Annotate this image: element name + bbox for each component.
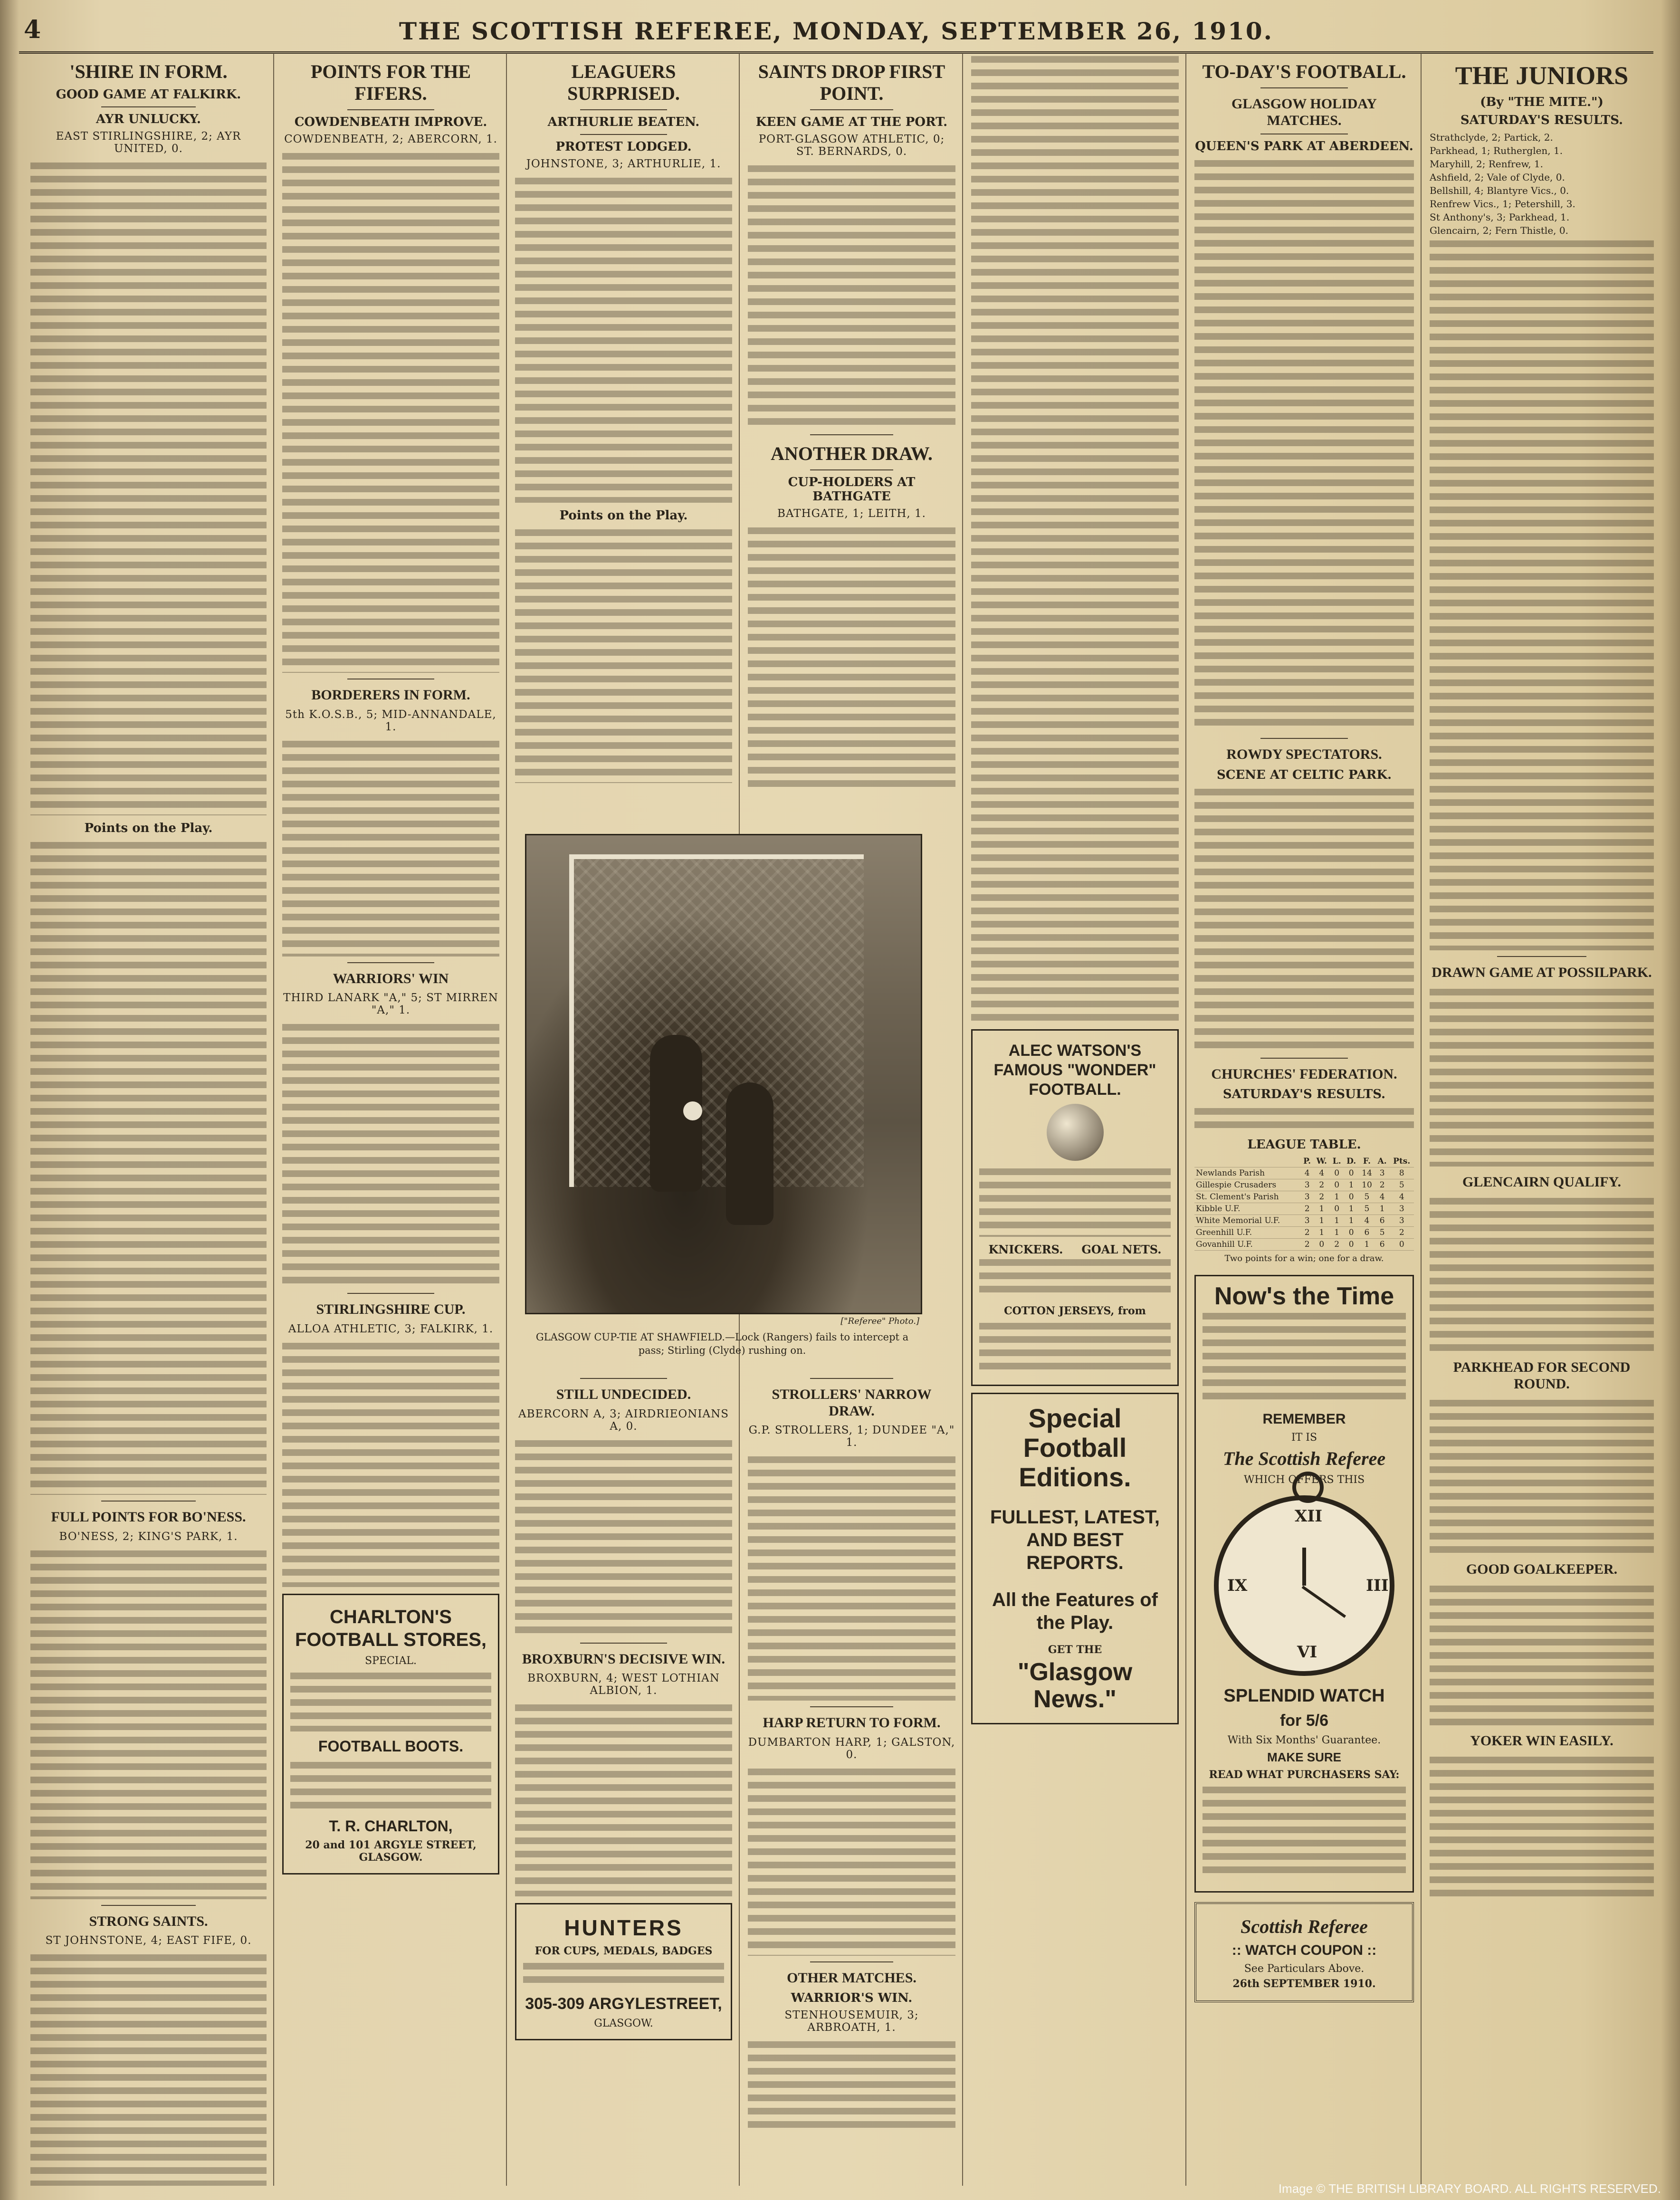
- match-score: BATHGATE, 1; LEITH, 1.: [777, 507, 926, 520]
- headline: 'SHIRE IN FORM.: [69, 61, 228, 82]
- match-score: EAST STIRLINGSHIRE, 2; AYR UNITED, 0.: [56, 130, 241, 155]
- table-cell: Newlands Parish: [1194, 1167, 1301, 1179]
- watson-advert: [971, 1029, 1179, 1386]
- article-body: [1430, 986, 1654, 1167]
- league-table: [1194, 1156, 1414, 1251]
- headline: DRAWN GAME AT POSSILPARK.: [1432, 965, 1652, 981]
- column-5: [964, 53, 1185, 2186]
- subheadline: QUEEN'S PARK AT ABERDEEN.: [1195, 139, 1413, 153]
- advert-body: [1203, 1784, 1406, 1879]
- advert-line: SPECIAL.: [365, 1655, 417, 1667]
- table-row: [1194, 1239, 1414, 1251]
- football: [683, 1101, 702, 1120]
- article-body: [515, 1437, 732, 1637]
- results-body: [1430, 238, 1654, 950]
- article-body: [515, 526, 732, 783]
- headline: THE JUNIORS: [1455, 61, 1629, 90]
- advert-address: 305-309 ARGYLESTREET,: [525, 1995, 722, 2013]
- advert-body: [523, 1960, 724, 1989]
- column-rule: [1185, 53, 1186, 2186]
- table-header-row: [1194, 1156, 1414, 1167]
- table-cell: 2: [1301, 1227, 1314, 1239]
- table-cell: 1: [1344, 1215, 1359, 1227]
- result-line: Renfrew Vics., 1; Petershill, 3.: [1430, 198, 1575, 210]
- divider: [810, 469, 893, 470]
- pocket-watch-icon: [1214, 1495, 1394, 1676]
- headline: STIRLINGSHIRE CUP.: [316, 1301, 466, 1317]
- divider: [347, 109, 434, 110]
- article-body: [30, 1951, 267, 2186]
- photo-caption: GLASGOW CUP-TIE AT SHAWFIELD.—Lock (Rangers) fails to intercept a pass; Stirling (Clyde) rushing on.: [535, 1331, 909, 1356]
- coupon-subtitle: :: WATCH COUPON ::: [1231, 1942, 1377, 1958]
- headline: SAINTS DROP FIRST POINT.: [758, 61, 945, 104]
- article-body: [30, 160, 267, 815]
- advert-subtitle: FOOTBALL BOOTS.: [318, 1737, 464, 1755]
- divider: [810, 109, 893, 110]
- article-body: [1430, 1195, 1654, 1352]
- table-row: [1194, 1167, 1414, 1179]
- advert-line: WHICH OFFERS THIS: [1243, 1474, 1365, 1486]
- article-body: [515, 1702, 732, 1896]
- headline: STROLLERS' NARROW DRAW.: [772, 1387, 932, 1419]
- byline: (By "THE MITE."): [1480, 95, 1604, 110]
- page-edge: [0, 0, 19, 2200]
- article-body: [282, 150, 499, 673]
- match-score: BO'NESS, 2; KING'S PARK, 1.: [59, 1530, 238, 1543]
- table-cell: 2: [1301, 1239, 1314, 1251]
- headline: CHURCHES' FEDERATION.: [1211, 1066, 1397, 1082]
- match-score: PORT-GLASGOW ATHLETIC, 0; ST. BERNARDS, 0.: [758, 133, 945, 158]
- column-6: [1188, 53, 1421, 2186]
- advert-title: HUNTERS: [564, 1915, 683, 1940]
- table-body: [1194, 1167, 1414, 1251]
- table-cell: 1: [1359, 1239, 1375, 1251]
- article-body: [748, 163, 955, 429]
- subheadline: WARRIOR'S WIN.: [791, 1991, 913, 2005]
- table-cell: 0: [1389, 1239, 1414, 1251]
- result-line: Maryhill, 2; Renfrew, 1.: [1430, 158, 1543, 170]
- headline: BROXBURN'S DECISIVE WIN.: [522, 1651, 725, 1667]
- table-cell: 4: [1301, 1167, 1314, 1179]
- table-cell: 1: [1313, 1215, 1330, 1227]
- subheadline: Points on the Play.: [559, 508, 688, 523]
- column-rule: [962, 53, 963, 2186]
- table-cell: 1: [1330, 1215, 1344, 1227]
- article-body: [748, 1766, 955, 1956]
- table-cell: 2: [1313, 1191, 1330, 1203]
- headline: GLENCAIRN QUALIFY.: [1462, 1174, 1621, 1190]
- watch-numeral: XII: [1295, 1507, 1323, 1526]
- match-score: BROXBURN, 4; WEST LOTHIAN ALBION, 1.: [527, 1672, 720, 1697]
- watch-minute-hand: [1302, 1586, 1346, 1618]
- article-body: [282, 738, 499, 957]
- advert-watch: SPLENDID WATCH: [1223, 1686, 1385, 1706]
- table-cell: 0: [1330, 1167, 1344, 1179]
- player-figure: [726, 1082, 773, 1225]
- subheadline: KEEN GAME AT THE PORT.: [755, 115, 948, 129]
- result-line: Parkhead, 1; Rutherglen, 1.: [1430, 145, 1563, 157]
- match-score: ALLOA ATHLETIC, 3; FALKIRK, 1.: [288, 1322, 494, 1335]
- match-score: STENHOUSEMUIR, 3; ARBROATH, 1.: [784, 2009, 919, 2034]
- divider: [1260, 738, 1348, 739]
- match-photo: [525, 834, 922, 1314]
- subheadline: GOOD GAME AT FALKIRK.: [56, 87, 241, 102]
- column-4: [741, 53, 962, 832]
- page-number: 4: [24, 15, 41, 44]
- charlton-advert: [282, 1594, 499, 1875]
- table-header-cell: Pts.: [1389, 1156, 1414, 1167]
- masthead: [19, 10, 1653, 54]
- table-cell: 8: [1389, 1167, 1414, 1179]
- article-body: [1430, 1754, 1654, 1896]
- article-body: [515, 175, 732, 503]
- table-header-cell: A.: [1375, 1156, 1390, 1167]
- table-cell: 0: [1330, 1179, 1344, 1191]
- divider: [580, 1643, 667, 1644]
- table-cell: 10: [1359, 1179, 1375, 1191]
- subheadline: SCENE AT CELTIC PARK.: [1216, 767, 1392, 782]
- table-cell: White Memorial U.F.: [1194, 1215, 1301, 1227]
- table-cell: 1: [1330, 1227, 1344, 1239]
- result-line: Bellshill, 4; Blantyre Vics., 0.: [1430, 185, 1569, 197]
- advert-title: CHARLTON'S FOOTBALL STORES,: [295, 1606, 487, 1650]
- advert-body: [979, 1256, 1171, 1299]
- divider: [347, 1293, 434, 1294]
- headline: PARKHEAD FOR SECOND ROUND.: [1453, 1359, 1631, 1392]
- advert-line: FULLEST, LATEST, AND BEST REPORTS.: [990, 1507, 1160, 1574]
- headline: FULL POINTS FOR BO'NESS.: [51, 1509, 246, 1525]
- headline: OTHER MATCHES.: [787, 1970, 916, 1986]
- advert-address: 20 and 101 ARGYLE STREET, GLASGOW.: [305, 1839, 477, 1864]
- page-edge: [1661, 0, 1680, 2200]
- article-body: [282, 1021, 499, 1287]
- table-cell: 4: [1375, 1191, 1390, 1203]
- table-cell: 1: [1313, 1203, 1330, 1215]
- article-body: [1430, 1397, 1654, 1554]
- advert-city: GLASGOW.: [594, 2017, 653, 2029]
- table-row: [1194, 1179, 1414, 1191]
- result-line: Strathclyde, 2; Partick, 2.: [1430, 132, 1553, 143]
- table-cell: 0: [1344, 1191, 1359, 1203]
- table-cell: 2: [1375, 1179, 1390, 1191]
- table-header-cell: P.: [1301, 1156, 1314, 1167]
- table-cell: 5: [1389, 1179, 1414, 1191]
- match-score: THIRD LANARK "A," 5; ST MIRREN "A," 1.: [283, 992, 498, 1016]
- table-header-cell: [1194, 1156, 1301, 1167]
- table-cell: 1: [1375, 1203, 1390, 1215]
- article-body: [971, 53, 1179, 1023]
- table-title: LEAGUE TABLE.: [1247, 1138, 1361, 1152]
- table-cell: 3: [1389, 1203, 1414, 1215]
- match-score: DUMBARTON HARP, 1; GALSTON, 0.: [748, 1736, 955, 1761]
- coupon-date: 26th SEPTEMBER 1910.: [1232, 1977, 1376, 1990]
- divider: [101, 1501, 196, 1502]
- table-cell: 4: [1359, 1215, 1375, 1227]
- match-score: JOHNSTONE, 3; ARTHURLIE, 1.: [526, 158, 721, 170]
- subheadline: Points on the Play.: [84, 821, 213, 835]
- watch-coupon: [1194, 1902, 1414, 2002]
- headline: YOKER WIN EASILY.: [1470, 1732, 1613, 1749]
- match-score: 5th K.O.S.B., 5; MID-ANNANDALE, 1.: [285, 708, 496, 733]
- match-score: COWDENBEATH, 2; ABERCORN, 1.: [284, 133, 497, 145]
- subheadline: ARTHURLIE BEATEN.: [547, 115, 700, 129]
- table-cell: 2: [1330, 1239, 1344, 1251]
- coupon-note: See Particulars Above.: [1244, 1962, 1365, 1975]
- divider: [580, 109, 667, 110]
- table-header-cell: D.: [1344, 1156, 1359, 1167]
- subheadline: SATURDAY'S RESULTS.: [1222, 1087, 1386, 1101]
- table-cell: 4: [1389, 1191, 1414, 1203]
- divider: [810, 1706, 893, 1707]
- headline: BORDERERS IN FORM.: [311, 687, 470, 703]
- advert-jerseys: COTTON JERSEYS, from: [1004, 1305, 1146, 1318]
- advert-line: GET THE: [1048, 1644, 1102, 1656]
- column-1: [24, 53, 273, 2186]
- result-line: Glencairn, 2; Fern Thistle, 0.: [1430, 225, 1568, 237]
- table-cell: 3: [1389, 1215, 1414, 1227]
- divider: [1260, 87, 1348, 88]
- table-cell: Gillespie Crusaders: [1194, 1179, 1301, 1191]
- article-body: [748, 525, 955, 791]
- result-line: Ashfield, 2; Vale of Clyde, 0.: [1430, 172, 1565, 183]
- table-cell: 3: [1301, 1191, 1314, 1203]
- subheadline: SATURDAY'S RESULTS.: [1460, 113, 1623, 128]
- advert-body: [1203, 1310, 1406, 1405]
- table-row: [1194, 1191, 1414, 1203]
- column-rule: [506, 53, 507, 2186]
- table-cell: 0: [1313, 1239, 1330, 1251]
- image-credit: Image © THE BRITISH LIBRARY BOARD. ALL RIGHTS RESERVED.: [1278, 2181, 1661, 2196]
- divider: [810, 434, 893, 435]
- table-cell: 3: [1301, 1179, 1314, 1191]
- table-cell: 14: [1359, 1167, 1375, 1179]
- match-score: ST JOHNSTONE, 4; EAST FIFE, 0.: [45, 1934, 252, 1947]
- subheadline: GLASGOW HOLIDAY MATCHES.: [1231, 96, 1377, 128]
- column-rule: [273, 53, 274, 2186]
- divider: [347, 962, 434, 963]
- advert-body: [290, 1670, 491, 1731]
- table-cell: 1: [1313, 1227, 1330, 1239]
- table-cell: 3: [1375, 1167, 1390, 1179]
- advert-makesure: MAKE SURE: [1267, 1750, 1341, 1764]
- watch-numeral: IX: [1227, 1576, 1248, 1596]
- advert-title: Special Football Editions.: [1019, 1403, 1131, 1492]
- subheadline: CUP-HOLDERS AT BATHGATE: [788, 475, 916, 504]
- column-rule: [1421, 53, 1422, 2186]
- lower-right-column: [741, 1373, 962, 2186]
- table-cell: 5: [1375, 1227, 1390, 1239]
- subheadline: PROTEST LODGED.: [555, 140, 692, 154]
- subheadline: COWDENBEATH IMPROVE.: [294, 115, 487, 129]
- table-header-cell: W.: [1313, 1156, 1330, 1167]
- match-score: ABERCORN A, 3; AIRDRIEONIANS A, 0.: [518, 1407, 729, 1433]
- table-cell: 1: [1330, 1191, 1344, 1203]
- table-cell: 1: [1344, 1203, 1359, 1215]
- table-row: [1194, 1203, 1414, 1215]
- hunters-advert: [515, 1903, 732, 2040]
- advert-knickers: KNICKERS.: [988, 1243, 1063, 1257]
- divider: [810, 1378, 893, 1379]
- headline: STILL UNDECIDED.: [556, 1387, 691, 1402]
- table-cell: 2: [1389, 1227, 1414, 1239]
- article-body: [1430, 1583, 1654, 1725]
- advert-guarantee: With Six Months' Guarantee.: [1227, 1734, 1381, 1746]
- table-cell: 6: [1375, 1239, 1390, 1251]
- advert-remember: REMEMBER: [1262, 1411, 1346, 1427]
- divider: [101, 1905, 196, 1906]
- advert-body: [979, 1166, 1171, 1237]
- headline: TO-DAY'S FOOTBALL.: [1202, 61, 1406, 82]
- watch-numeral: VI: [1297, 1643, 1317, 1662]
- crossbar: [569, 854, 864, 859]
- table-note: Two points for a win; one for a draw.: [1224, 1253, 1384, 1263]
- article-body: [748, 2038, 955, 2133]
- divider: [1497, 956, 1587, 957]
- table-cell: 5: [1359, 1191, 1375, 1203]
- photo-credit: ["Referee" Photo.]: [840, 1316, 919, 1326]
- goalpost: [569, 854, 574, 1187]
- advert-line: FOR CUPS, MEDALS, BADGES: [535, 1945, 713, 1958]
- headline: ANOTHER DRAW.: [771, 443, 933, 464]
- table-cell: St. Clement's Parish: [1194, 1191, 1301, 1203]
- advert-name: T. R. CHARLTON,: [329, 1817, 453, 1835]
- headline: GOOD GOALKEEPER.: [1466, 1561, 1618, 1578]
- article-body: [30, 1548, 267, 1899]
- advert-read: READ WHAT PURCHASERS SAY:: [1209, 1768, 1400, 1781]
- table-cell: Kibble U.F.: [1194, 1203, 1301, 1215]
- headline: ROWDY SPECTATORS.: [1226, 746, 1382, 762]
- advert-price: for 5/6: [1279, 1711, 1329, 1730]
- table-cell: 6: [1359, 1227, 1375, 1239]
- watch-ring: [1292, 1472, 1324, 1503]
- article-body: [1194, 786, 1414, 1052]
- headline: HARP RETURN TO FORM.: [763, 1715, 941, 1731]
- divider: [1260, 1058, 1348, 1059]
- advert-paper: The Scottish Referee: [1222, 1448, 1386, 1470]
- headline: STRONG SAINTS.: [89, 1913, 208, 1929]
- table-header-cell: F.: [1359, 1156, 1375, 1167]
- advert-line: All the Features of the Play.: [992, 1589, 1158, 1634]
- table-cell: 0: [1344, 1167, 1359, 1179]
- advert-title: Now's the Time: [1214, 1282, 1394, 1310]
- watch-numeral: III: [1366, 1576, 1389, 1596]
- advert-body: [979, 1320, 1171, 1372]
- article-body: [30, 839, 267, 1495]
- masthead-title: THE SCOTTISH REFEREE, MONDAY, SEPTEMBER 26, 1910.: [399, 17, 1274, 45]
- football-icon: [1047, 1104, 1104, 1161]
- results-list: [1430, 131, 1654, 237]
- advert-line: IT IS: [1291, 1432, 1317, 1444]
- table-header-cell: L.: [1330, 1156, 1344, 1167]
- table-row: [1194, 1215, 1414, 1227]
- table-cell: 6: [1375, 1215, 1390, 1227]
- lower-left-column: [508, 1373, 739, 2186]
- headline: POINTS FOR THE FIFERS.: [310, 61, 471, 104]
- column-3: [508, 53, 739, 832]
- headline: LEAGUERS SURPRISED.: [567, 61, 680, 104]
- coupon-title: Scottish Referee: [1241, 1915, 1368, 1937]
- advert-newspaper: "Glasgow News.": [1017, 1658, 1133, 1713]
- advert-body: [290, 1759, 491, 1811]
- table-cell: 2: [1313, 1179, 1330, 1191]
- advert-title: ALEC WATSON'S FAMOUS "WONDER" FOOTBALL.: [993, 1042, 1156, 1099]
- watch-advert: [1194, 1275, 1414, 1893]
- table-cell: 0: [1344, 1227, 1359, 1239]
- table-row: [1194, 1227, 1414, 1239]
- headline: WARRIORS' WIN: [333, 970, 449, 986]
- advert-goalnets: GOAL NETS.: [1081, 1243, 1162, 1257]
- article-body: [1194, 157, 1414, 732]
- table-cell: Govanhill U.F.: [1194, 1239, 1301, 1251]
- table-cell: 0: [1330, 1203, 1344, 1215]
- column-7: [1423, 53, 1661, 2186]
- table-cell: 2: [1301, 1203, 1314, 1215]
- table-cell: 4: [1313, 1167, 1330, 1179]
- table-cell: 0: [1344, 1239, 1359, 1251]
- table-cell: 3: [1301, 1215, 1314, 1227]
- divider: [810, 1961, 893, 1962]
- column-2: [276, 53, 506, 2186]
- result-line: St Anthony's, 3; Parkhead, 1.: [1430, 211, 1570, 223]
- glasgow-news-advert: [971, 1393, 1179, 1724]
- table-cell: 1: [1344, 1179, 1359, 1191]
- divider: [101, 106, 196, 107]
- table-cell: Greenhill U.F.: [1194, 1227, 1301, 1239]
- watch-hour-hand: [1302, 1548, 1306, 1586]
- article-body: [1194, 1105, 1414, 1132]
- goal-net: [574, 859, 864, 1187]
- divider: [580, 1378, 667, 1379]
- article-body: [282, 1340, 499, 1587]
- table-cell: 5: [1359, 1203, 1375, 1215]
- article-body: [748, 1454, 955, 1701]
- subheadline: AYR UNLUCKY.: [96, 112, 201, 126]
- divider: [580, 134, 667, 135]
- match-score: G.P. STROLLERS, 1; DUNDEE "A," 1.: [748, 1424, 955, 1449]
